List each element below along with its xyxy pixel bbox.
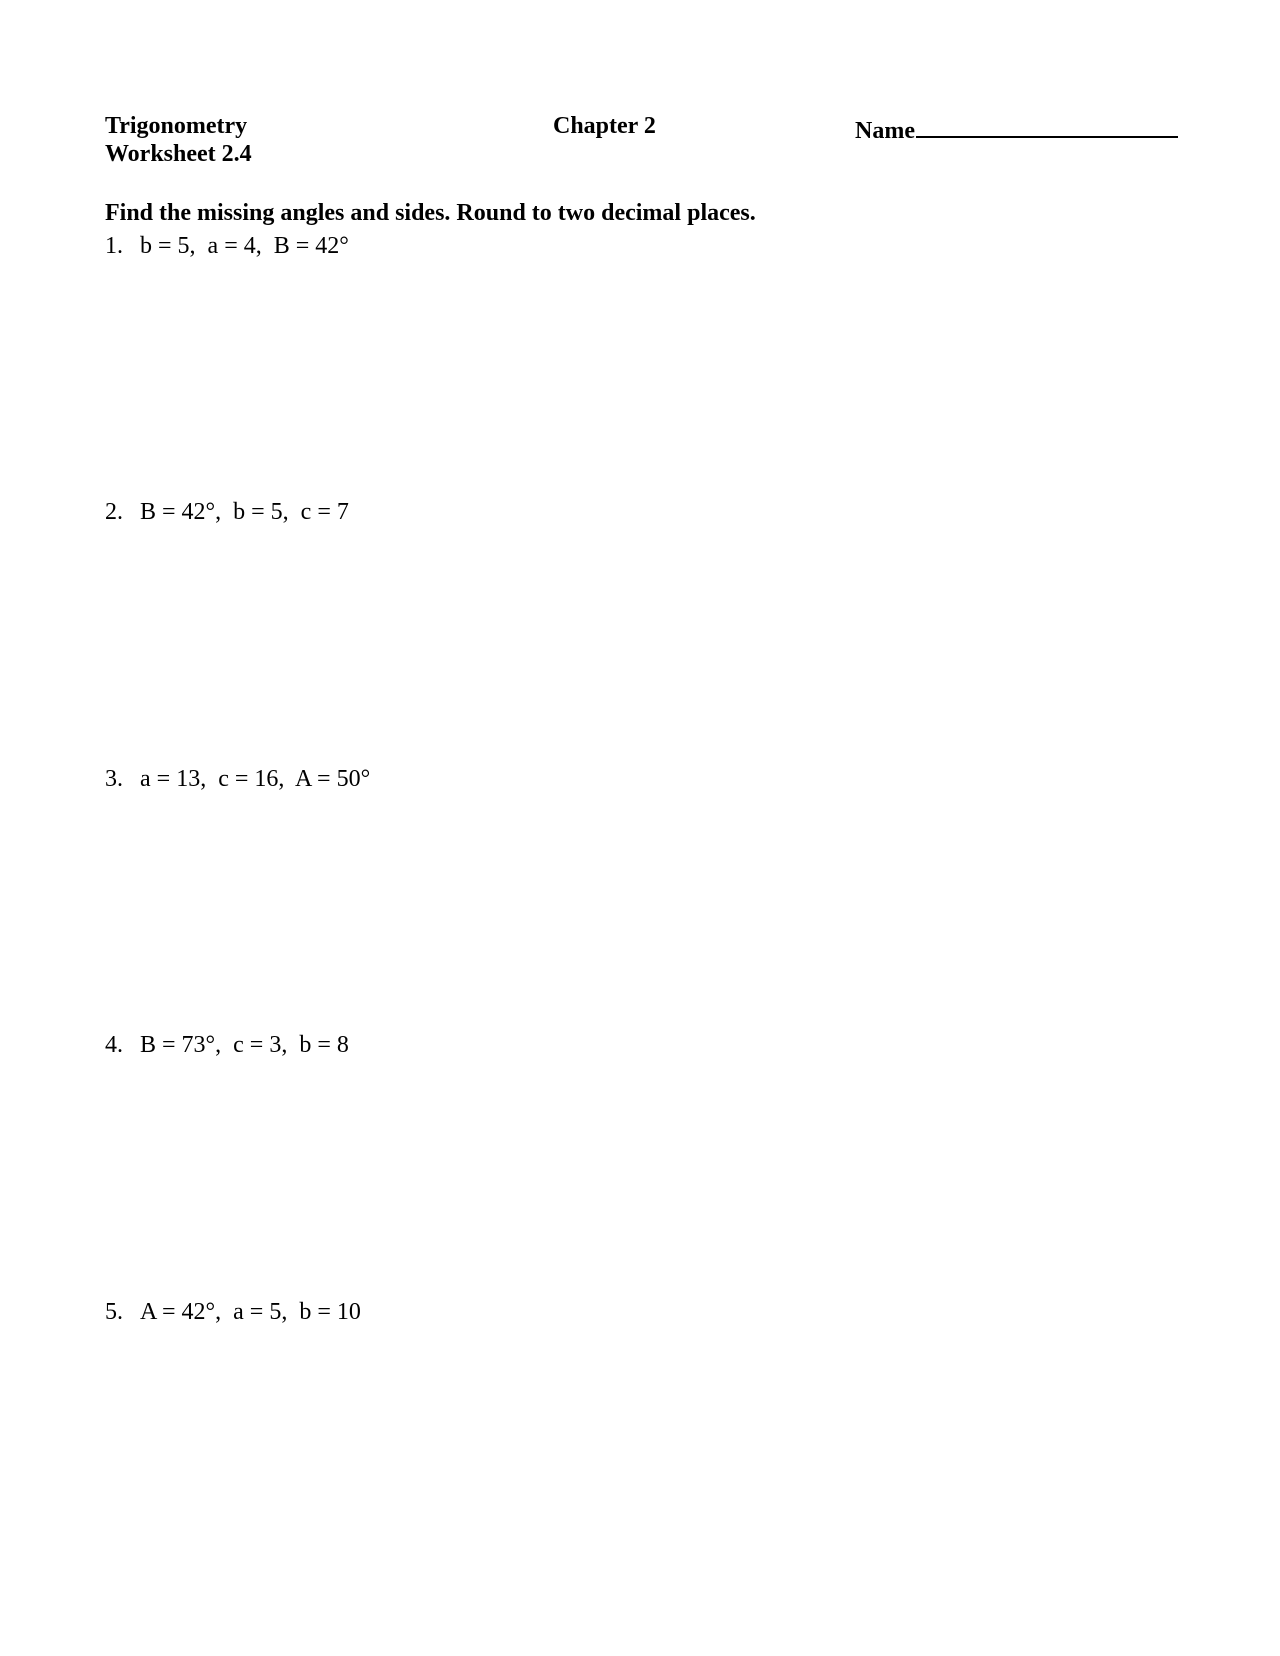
worksheet-title: Worksheet 2.4 — [105, 141, 252, 167]
problem-5 — [105, 1298, 361, 1326]
problem-number: 3. — [105, 766, 123, 792]
problem-text: A = 42°, a = 5, b = 10 — [140, 1299, 361, 1325]
problem-number: 2. — [105, 499, 123, 525]
name-blank-line[interactable] — [916, 112, 1178, 138]
problem-text: B = 42°, b = 5, c = 7 — [140, 499, 349, 525]
problem-2 — [105, 498, 349, 526]
problem-1 — [105, 232, 349, 260]
header-left — [105, 112, 252, 168]
problem-3 — [105, 765, 370, 793]
problem-number: 4. — [105, 1032, 123, 1058]
course-title: Trigonometry — [105, 113, 248, 139]
problem-number: 5. — [105, 1299, 123, 1325]
problem-text: b = 5, a = 4, B = 42° — [140, 233, 349, 259]
problem-text: B = 73°, c = 3, b = 8 — [140, 1032, 349, 1058]
problem-text: a = 13, c = 16, A = 50° — [140, 766, 371, 792]
problem-number: 1. — [105, 233, 123, 259]
name-label: Name — [855, 118, 915, 144]
name-field[interactable] — [855, 112, 1178, 145]
instructions: Find the missing angles and sides. Round to two decimal places. — [105, 200, 756, 226]
chapter-label: Chapter 2 — [553, 113, 656, 139]
problem-4 — [105, 1031, 349, 1059]
